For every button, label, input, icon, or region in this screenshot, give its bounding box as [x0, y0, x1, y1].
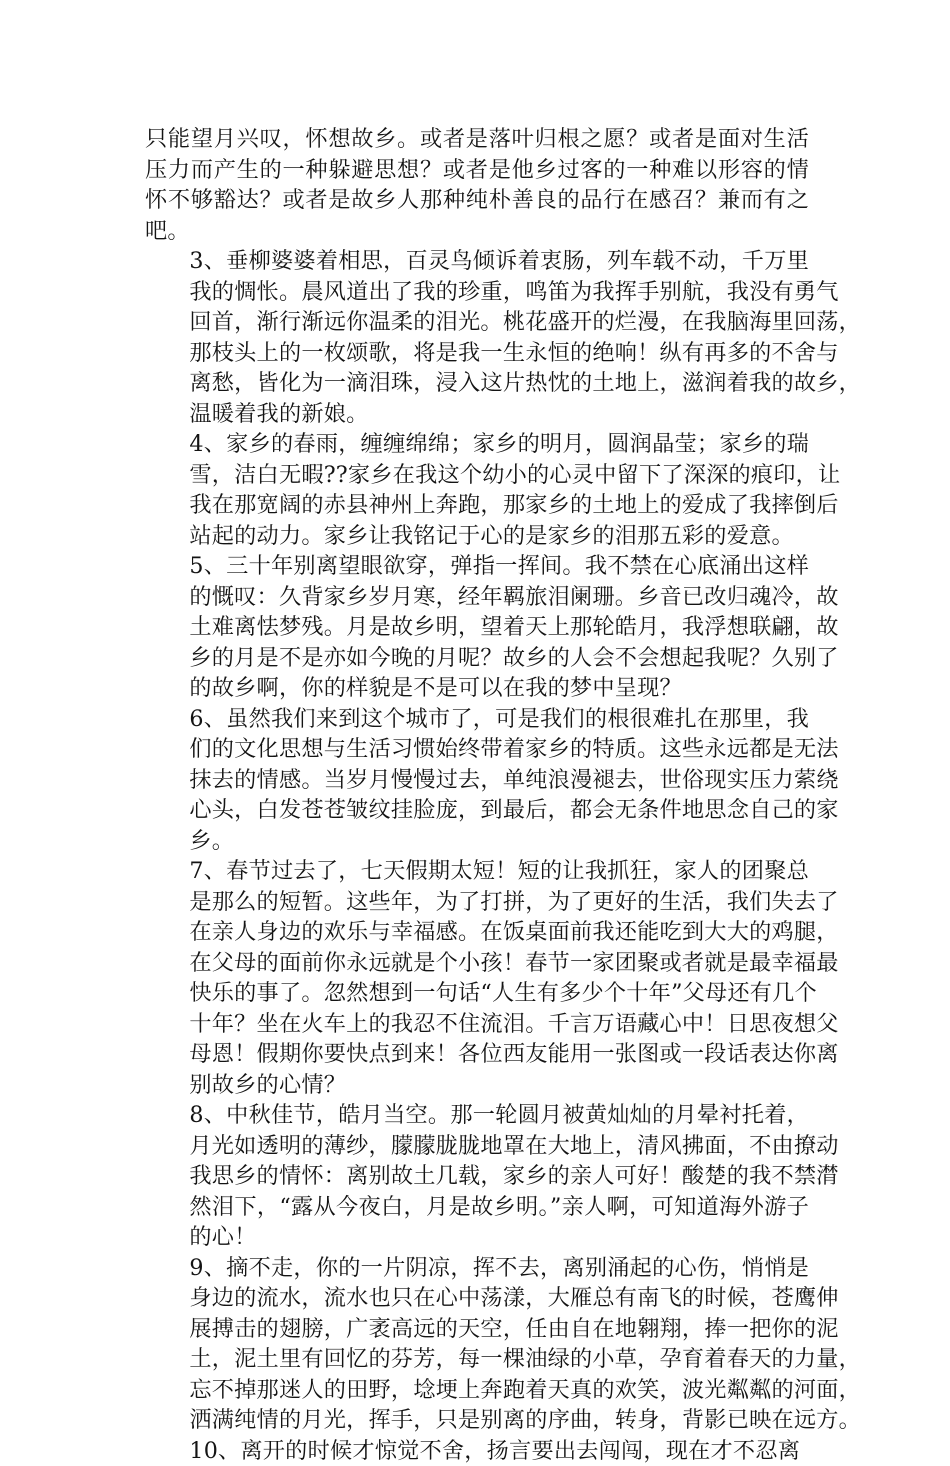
text-line: 吧。 [145, 216, 809, 247]
text-line: 十年？坐在火车上的我忍不住流泪。千言万语藏心中！日思夜想父 [145, 1009, 809, 1040]
text-line: 在亲人身边的欢乐与幸福感。在饭桌面前我还能吃到大大的鸡腿， [145, 917, 809, 948]
text-line: 们的文化思想与生活习惯始终带着家乡的特质。这些永远都是无法 [145, 734, 809, 765]
text-line: 母恩！假期你要快点到来！各位西友能用一张图或一段话表达你离 [145, 1039, 809, 1070]
text-line: 4、家乡的春雨，缠缠绵绵；家乡的明月，圆润晶莹；家乡的瑞 [145, 429, 809, 460]
text-line: 土难离怯梦残。月是故乡明，望着天上那轮皓月，我浮想联翩，故 [145, 612, 809, 643]
text-line: 月光如透明的薄纱，朦朦胧胧地罩在大地上，清风拂面，不由撩动 [145, 1131, 809, 1162]
text-line: 回首，渐行渐远你温柔的泪光。桃花盛开的烂漫，在我脑海里回荡， [145, 307, 809, 338]
text-line: 那枝头上的一枚颂歌，将是我一生永恒的绝响！纵有再多的不舍与 [145, 338, 809, 369]
text-line: 离愁，皆化为一滴泪珠，浸入这片热忱的土地上，滋润着我的故乡， [145, 368, 809, 399]
text-line: 然泪下，“露从今夜白，月是故乡明。”亲人啊，可知道海外游子 [145, 1192, 809, 1223]
text-line: 6、虽然我们来到这个城市了，可是我们的根很难扎在那里，我 [145, 704, 809, 735]
text-line: 我思乡的情怀：离别故土几载，家乡的亲人可好！酸楚的我不禁潸 [145, 1161, 809, 1192]
text-line: 的心！ [145, 1222, 809, 1253]
text-line: 土，泥土里有回忆的芬芳，每一棵油绿的小草，孕育着春天的力量， [145, 1344, 809, 1375]
text-line: 我的惆怅。晨风道出了我的珍重，鸣笛为我挥手别航，我没有勇气 [145, 277, 809, 308]
text-line: 别故乡的心情？ [145, 1070, 809, 1101]
text-line: 9、摘不走，你的一片阴凉，挥不去，离别涌起的心伤，悄悄是 [145, 1253, 809, 1284]
paragraph [145, 1100, 809, 1253]
text-line: 怀不够豁达？或者是故乡人那种纯朴善良的品行在感召？兼而有之 [145, 185, 809, 216]
text-line: 7、春节过去了，七天假期太短！短的让我抓狂，家人的团聚总 [145, 856, 809, 887]
text-line: 我在那宽阔的赤县神州上奔跑，那家乡的土地上的爱成了我摔倒后 [145, 490, 809, 521]
text-line: 在父母的面前你永远就是个小孩！春节一家团聚或者就是最幸福最 [145, 948, 809, 979]
paragraph [145, 246, 809, 429]
text-line: 10、离开的时候才惊觉不舍，扬言要出去闯闯，现在才不忍离 [145, 1436, 809, 1466]
text-line: 展搏击的翅膀，广袤高远的天空，任由自在地翱翔，捧一把你的泥 [145, 1314, 809, 1345]
text-line: 心头，白发苍苍皱纹挂脸庞，到最后，都会无条件地思念自己的家 [145, 795, 809, 826]
text-line: 的慨叹：久背家乡岁月寒，经年羁旅泪阑珊。乡音已改归魂冷，故 [145, 582, 809, 613]
paragraph [145, 124, 809, 246]
text-line: 忘不掉那迷人的田野，埝埂上奔跑着天真的欢笑，波光粼粼的河面， [145, 1375, 809, 1406]
text-line: 乡的月是不是亦如今晚的月呢？故乡的人会不会想起我呢？久别了 [145, 643, 809, 674]
text-line: 5、三十年别离望眼欲穿，弹指一挥间。我不禁在心底涌出这样 [145, 551, 809, 582]
paragraph [145, 704, 809, 857]
text-line: 3、垂柳婆婆着相思，百灵鸟倾诉着衷肠，列车载不动，千万里 [145, 246, 809, 277]
paragraph [145, 1436, 809, 1466]
paragraph [145, 429, 809, 551]
text-line: 乡。 [145, 826, 809, 857]
text-line: 是那么的短暂。这些年，为了打拼，为了更好的生活，我们失去了 [145, 887, 809, 918]
paragraph [145, 1253, 809, 1436]
text-line: 雪，洁白无暇??家乡在我这个幼小的心灵中留下了深深的痕印，让 [145, 460, 809, 491]
text-line: 只能望月兴叹，怀想故乡。或者是落叶归根之愿？或者是面对生活 [145, 124, 809, 155]
paragraph [145, 551, 809, 704]
text-line: 温暖着我的新娘。 [145, 399, 809, 430]
text-line: 8、中秋佳节，皓月当空。那一轮圆月被黄灿灿的月晕衬托着， [145, 1100, 809, 1131]
document-body [145, 124, 809, 1466]
text-line: 的故乡啊，你的样貌是不是可以在我的梦中呈现？ [145, 673, 809, 704]
text-line: 站起的动力。家乡让我铭记于心的是家乡的泪那五彩的爱意。 [145, 521, 809, 552]
text-line: 压力而产生的一种躲避思想？或者是他乡过客的一种难以形容的情 [145, 155, 809, 186]
text-line: 快乐的事了。忽然想到一句话“人生有多少个十年”父母还有几个 [145, 978, 809, 1009]
text-line: 抹去的情感。当岁月慢慢过去，单纯浪漫褪去，世俗现实压力萦绕 [145, 765, 809, 796]
text-line: 身边的流水，流水也只在心中荡漾，大雁总有南飞的时候，苍鹰伸 [145, 1283, 809, 1314]
paragraph [145, 856, 809, 1100]
text-line: 洒满纯情的月光，挥手，只是别离的序曲，转身，背影已映在远方。 [145, 1405, 809, 1436]
